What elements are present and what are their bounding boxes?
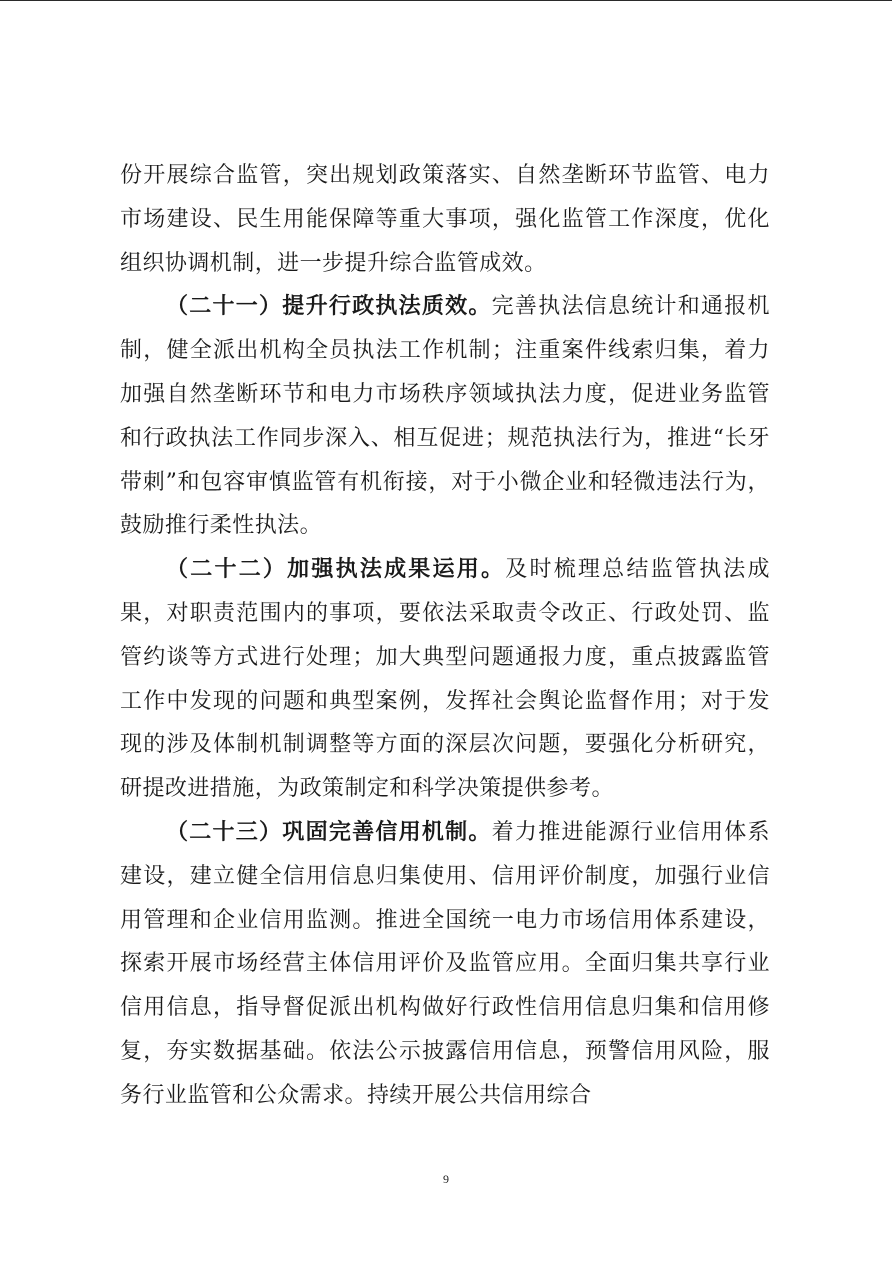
page-number: 9 — [443, 1172, 449, 1186]
paragraph-heading: （二十二）加强执法成果运用。 — [166, 556, 506, 583]
top-border-line — [0, 0, 892, 1]
paragraph-text: 完善执法信息统计和通报机制，健全派出机构全员执法工作机制；注重案件线索归集，着力加强自然垄断环节和电力市场秩序领域执法力度，促进业务监管和行政执法工作同步深入、相互促进；规范执法行为，推进“长牙带刺”和包容审慎监管有机衔接，对于小微企业和轻微违法行为，鼓励推行柔性执法。 — [120, 294, 770, 539]
paragraph-22 — [120, 548, 770, 811]
paragraph-heading: （二十三）巩固完善信用机制。 — [166, 818, 492, 845]
document-body — [120, 154, 770, 1118]
paragraph-text: 着力推进能源行业信用体系建设，建立健全信用信息归集使用、信用评价制度，加强行业信用管理和企业信用监测。推进全国统一电力市场信用体系建设，探索开展市场经营主体信用评价及监管应用。全面归集共享行业信用信息，指导督促派出机构做好行政性信用信息归集和信用修复，夯实数据基础。依法公示披露信用信息，预警信用风险，服务行业监管和公众需求。持续开展公共信用综合 — [120, 819, 770, 1108]
paragraph-23 — [120, 811, 770, 1118]
paragraph-text: 及时梳理总结监管执法成果，对职责范围内的事项，要依法采取责令改正、行政处罚、监管约谈等方式进行处理；加大典型问题通报力度，重点披露监管工作中发现的问题和典型案例，发挥社会舆论监督作用；对于发现的涉及体制机制调整等方面的深层次问题，要强化分析研究，研提改进措施，为政策制定和科学决策提供参考。 — [120, 557, 770, 802]
paragraph-heading: （二十一）提升行政执法质效。 — [166, 293, 492, 320]
paragraph-21 — [120, 285, 770, 548]
paragraph-text: 份开展综合监管，突出规划政策落实、自然垄断环节监管、电力市场建设、民生用能保障等重大事项，强化监管工作深度，优化组织协调机制，进一步提升综合监管成效。 — [120, 163, 770, 276]
paragraph-continuation — [120, 154, 770, 285]
